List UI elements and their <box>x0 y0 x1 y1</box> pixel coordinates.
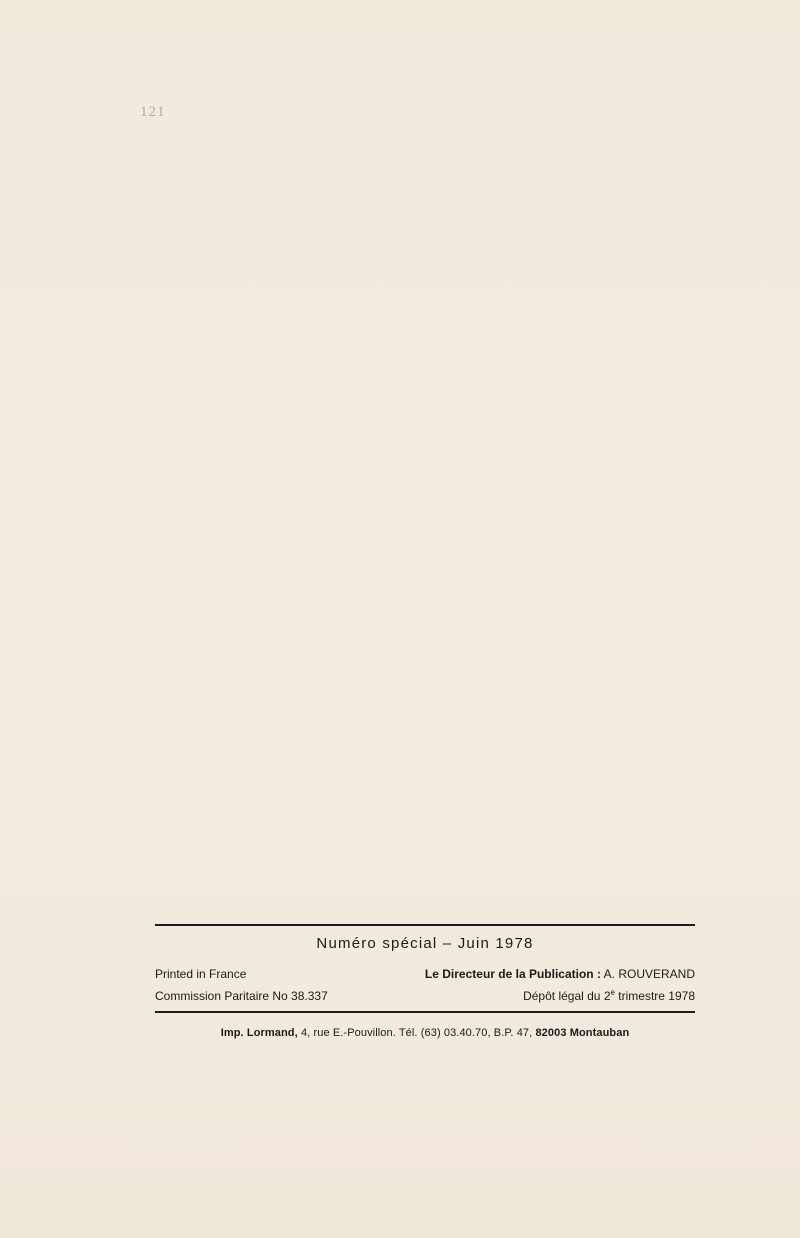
depot-legal: Dépôt légal du 2e trimestre 1978 <box>523 988 695 1003</box>
printer-name: Imp. Lormand, <box>220 1027 298 1039</box>
colophon-row-1 <box>155 965 695 983</box>
printer-address: 4, rue E.-Pouvillon. Tél. (63) 03.40.70, B.P. 47, <box>300 1027 533 1039</box>
bottom-rule <box>155 1011 695 1013</box>
printer-city: 82003 Montauban <box>535 1027 630 1039</box>
colophon <box>155 924 695 1041</box>
director-label: Le Directeur de la Publication : <box>424 967 601 981</box>
page-number: 121 <box>140 104 166 120</box>
director-name: A. ROUVERAND <box>603 967 695 981</box>
colophon-row-2 <box>155 987 695 1005</box>
top-rule <box>155 924 695 926</box>
printer-line <box>155 1025 695 1041</box>
commission-paritaire: Commission Paritaire No 38.337 <box>155 989 328 1003</box>
director-line <box>425 965 695 983</box>
printed-in: Printed in France <box>155 967 247 981</box>
special-issue-title: Numéro spécial – Juin 1978 <box>316 935 534 952</box>
